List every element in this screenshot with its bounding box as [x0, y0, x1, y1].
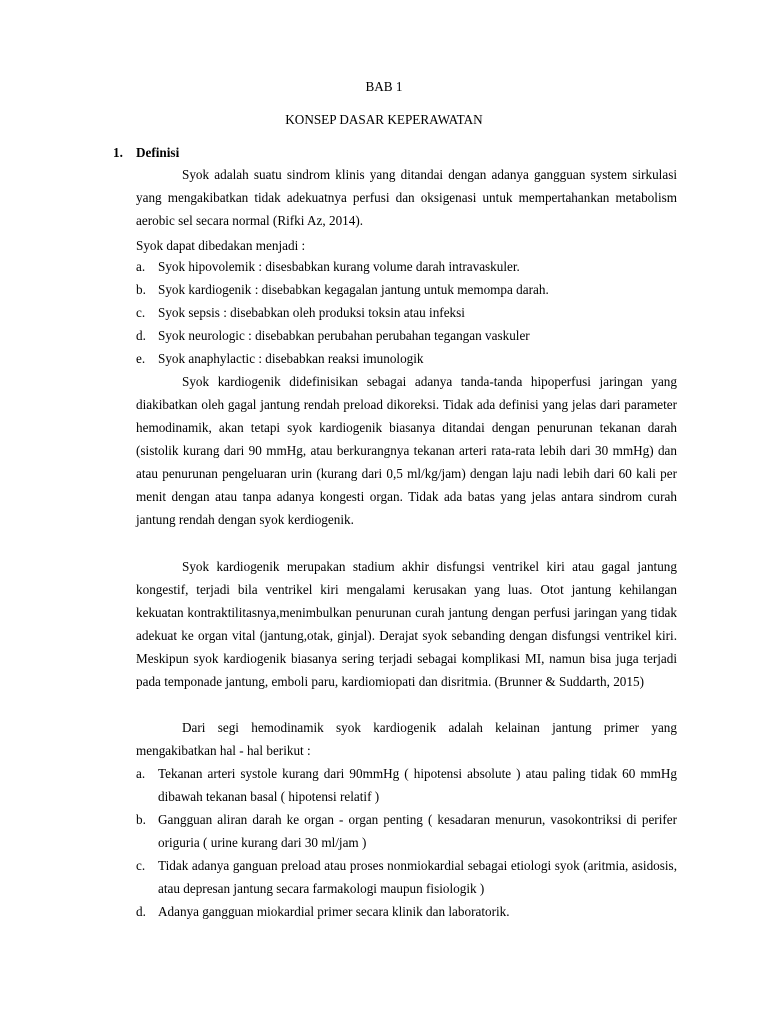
paragraph-text: Syok kardiogenik merupakan stadium akhir disfungsi ventrikel kiri atau gagal jantung kongestif, terjadi bila ventrikel kiri mengalami kerusakan yang luas. Otot jantung kehilangan kekuatan kontraktilitasnya,menimbulkan penurunan curah jantung dengan perfusi jaringan yang tidak adekuat ke organ vital (jantung,otak, ginjal). Derajat syok sebanding dengan disfungsi ventrikel kiri. Meskipun syok kardiogenik biasanya sering terjadi sebagai komplikasi MI, namun bisa juga terjadi pada temponade jantung, emboli paru, kardiomiopati dan disritmia. (Brunner & Suddarth, 2015): [136, 559, 677, 689]
paragraph-text: Dari segi hemodinamik syok kardiogenik adalah kelainan jantung primer yang mengakibatkan hal - hal berikut :: [136, 720, 677, 758]
list-item: [136, 854, 677, 900]
list-marker: b.: [136, 282, 146, 297]
list-item: [136, 324, 677, 347]
list-item: [136, 278, 677, 301]
chapter-title: KONSEP DASAR KEPERAWATAN: [285, 112, 483, 127]
list-item-text: Gangguan aliran darah ke organ - organ penting ( kesadaran menurun, vasokontriksi di perifer origuria ( urine kurang dari 30 ml/jam ): [158, 812, 677, 850]
list-item-text: Adanya gangguan miokardial primer secara klinik dan laboratorik.: [158, 904, 510, 919]
list-item: [136, 762, 677, 808]
list-item: [136, 808, 677, 854]
list-item-text: Syok neurologic : disebabkan perubahan perubahan tegangan vaskuler: [158, 328, 530, 343]
hemodynamic-criteria-list: [136, 762, 677, 923]
section-heading: Definisi: [136, 145, 180, 160]
definition-paragraph: [136, 163, 677, 232]
list-marker: b.: [136, 812, 146, 827]
list-marker: a.: [136, 766, 146, 781]
list-item-text: Syok hipovolemik : disesbabkan kurang volume darah intravaskuler.: [158, 259, 520, 274]
list-intro: Syok dapat dibedakan menjadi :: [136, 238, 306, 253]
list-item-text: Tekanan arteri systole kurang dari 90mmHg ( hipotensi absolute ) atau paling tidak 60 mmHg dibawah tekanan basal ( hipotensi relatif ): [158, 766, 677, 804]
list-item: [136, 900, 677, 923]
list-marker: c.: [136, 305, 146, 320]
shock-types-list: [136, 255, 677, 370]
list-marker: c.: [136, 858, 146, 873]
list-item-text: Syok sepsis : disebabkan oleh produksi toksin atau infeksi: [158, 305, 465, 320]
paragraph-text: Syok kardiogenik didefinisikan sebagai adanya tanda-tanda hipoperfusi jaringan yang diakibatkan oleh gagal jantung rendah preload dikoreksi. Tidak ada definisi yang jelas dari parameter hemodinamik, akan tetapi syok kardiogenik biasanya ditandai dengan penurunan tekanan darah (sistolik kurang dari 90 mmHg, atau berkurangnya tekanan arteri rata-rata lebih dari 30 mmHg) dan atau penurunan pengeluaran urin (kurang dari 0,5 ml/kg/jam) dengan laju nadi lebih dari 60 kali per menit dengan atau tanpa adanya kongesti organ. Tidak ada batas yang jelas antara sindrom curah jantung rendah dengan syok kerdiogenik.: [136, 374, 677, 527]
list-item: [136, 301, 677, 324]
cardiogenic-stage-paragraph: [136, 555, 677, 693]
paragraph-text: Syok adalah suatu sindrom klinis yang ditandai dengan adanya gangguan system sirkulasi yang mengakibatkan tidak adekuatnya perfusi dan oksigenasi untuk mempertahankan metabolism aerobic sel secara normal (Rifki Az, 2014).: [136, 167, 677, 228]
list-item-text: Syok anaphylactic : disebabkan reaksi imunologik: [158, 351, 424, 366]
cardiogenic-definition-paragraph: [136, 370, 677, 531]
hemodynamic-paragraph: [136, 716, 677, 762]
list-marker: d.: [136, 904, 146, 919]
section-number: 1.: [113, 145, 123, 160]
list-marker: e.: [136, 351, 146, 366]
list-item-text: Syok kardiogenik : disebabkan kegagalan jantung untuk memompa darah.: [158, 282, 549, 297]
list-item-text: Tidak adanya ganguan preload atau proses nonmiokardial sebagai etiologi syok (aritmia, asidosis, atau depresan jantung secara farmakologi maupun fisiologik ): [158, 858, 677, 896]
chapter-number: BAB 1: [365, 79, 403, 94]
list-item: [136, 347, 677, 370]
list-marker: d.: [136, 328, 146, 343]
list-marker: a.: [136, 259, 146, 274]
list-item: [136, 255, 677, 278]
